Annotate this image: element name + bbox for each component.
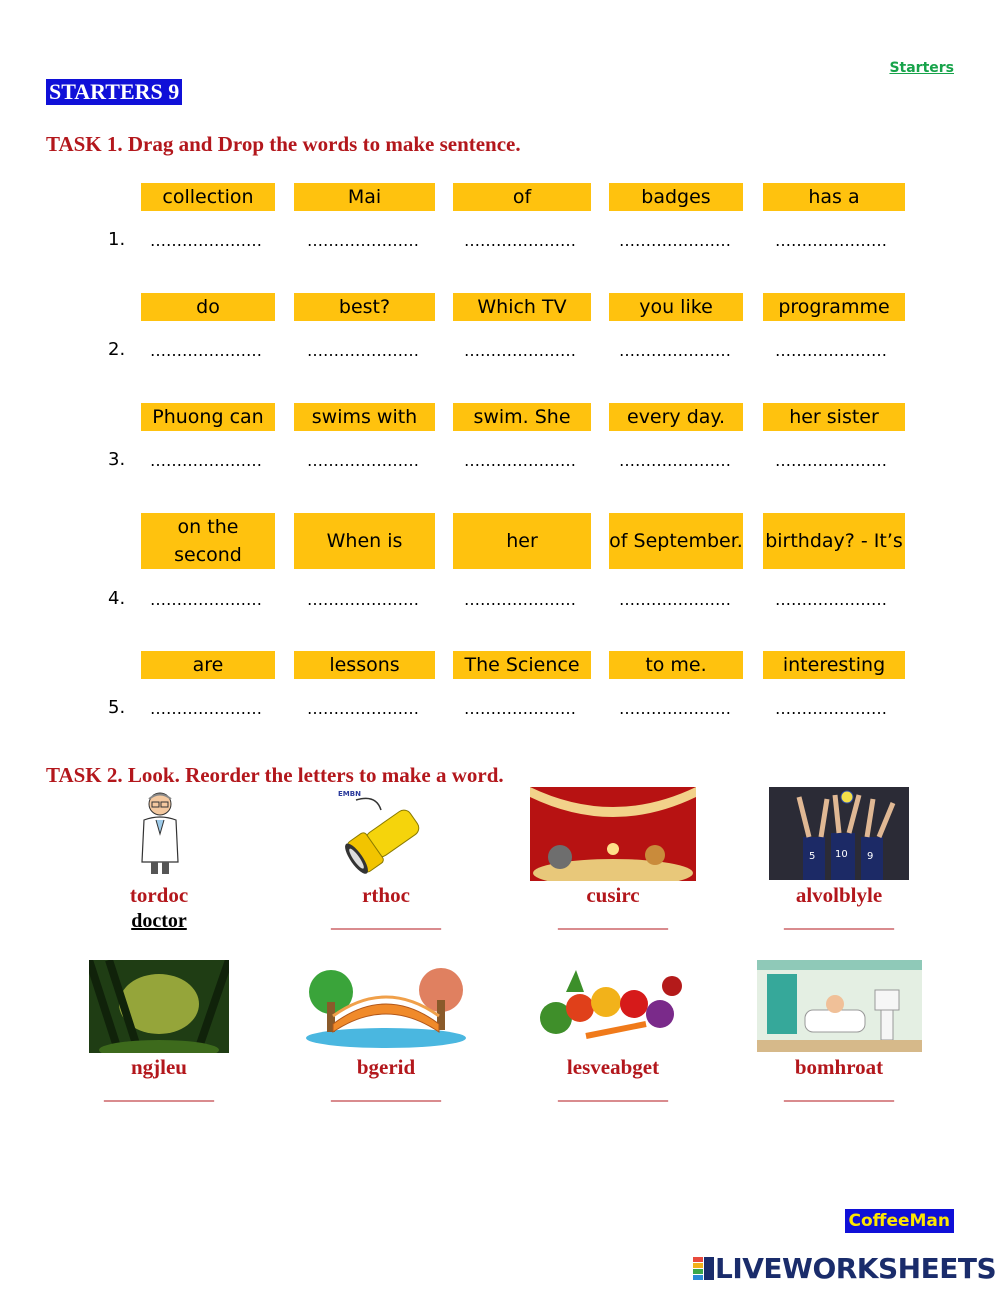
scrambled-word: bomhroat (794, 1055, 884, 1079)
drop-slot[interactable]: ………………… (619, 231, 731, 250)
word-tile[interactable]: every day. (609, 403, 743, 431)
scrambled-word: ngjleu (130, 1055, 187, 1079)
drop-slot[interactable]: ………………… (619, 699, 731, 718)
drop-slot[interactable]: ………………… (464, 231, 576, 250)
task1-heading: TASK 1. Drag and Drop the words to make sentence. (46, 132, 521, 156)
answer-input[interactable]: ___________ (558, 1082, 668, 1104)
sentence-number: 5. (108, 697, 126, 718)
author-badge: CoffeeMan (845, 1209, 954, 1233)
torch-logo-text: EMBN (338, 790, 361, 798)
word-tile[interactable]: birthday? - It’s (763, 513, 905, 569)
drop-slot[interactable]: ………………… (775, 231, 887, 250)
word-tile[interactable]: has a (763, 183, 905, 211)
word-tile[interactable]: to me. (609, 651, 743, 679)
answer-example: doctor (131, 910, 187, 932)
torch-picture (336, 788, 436, 874)
answer-input[interactable]: ___________ (331, 1082, 441, 1104)
drop-slot[interactable]: ………………… (464, 451, 576, 470)
word-tile[interactable]: her sister (763, 403, 905, 431)
answer-input[interactable]: ___________ (784, 910, 894, 932)
drop-slot[interactable]: ………………… (619, 451, 731, 470)
word-tile[interactable]: swims with (294, 403, 435, 431)
answer-input[interactable]: ___________ (331, 910, 441, 932)
jungle-picture (89, 960, 229, 1053)
sentence-number: 1. (108, 229, 126, 250)
scrambled-word: rthoc (362, 883, 410, 907)
scrambled-word: lesveabget (566, 1055, 660, 1079)
drop-slot[interactable]: ………………… (775, 590, 887, 609)
scrambled-word: cusirc (586, 883, 640, 907)
word-tile[interactable]: on the second (141, 513, 275, 569)
sentence-number: 3. (108, 449, 126, 470)
task2-heading: TASK 2. Look. Reorder the letters to make a word. (46, 763, 504, 787)
word-tile[interactable]: of September. (609, 513, 743, 569)
word-tile[interactable]: best? (294, 293, 435, 321)
drop-slot[interactable]: ………………… (150, 231, 262, 250)
doctor-picture (130, 790, 190, 878)
scrambled-word: alvolblyle (795, 883, 883, 907)
word-tile[interactable]: badges (609, 183, 743, 211)
page-title: STARTERS 9 (46, 79, 182, 105)
liveworksheets-logo-icon (693, 1257, 715, 1281)
liveworksheets-logo (693, 1252, 996, 1285)
circus-picture (530, 787, 696, 881)
jersey-number: 5 (809, 851, 816, 862)
word-tile[interactable]: lessons (294, 651, 435, 679)
word-tile[interactable]: Mai (294, 183, 435, 211)
sentence-number: 2. (108, 339, 126, 360)
answer-input[interactable]: ___________ (784, 1082, 894, 1104)
drop-slot[interactable]: ………………… (775, 341, 887, 360)
word-tile[interactable]: are (141, 651, 275, 679)
jersey-number: 10 (835, 849, 848, 860)
word-tile[interactable]: do (141, 293, 275, 321)
drop-slot[interactable]: ………………… (150, 451, 262, 470)
word-tile[interactable]: swim. She (453, 403, 591, 431)
drop-slot[interactable]: ………………… (307, 231, 419, 250)
bridge-picture (303, 962, 469, 1048)
drop-slot[interactable]: ………………… (150, 699, 262, 718)
drop-slot[interactable]: ………………… (464, 341, 576, 360)
word-tile[interactable]: When is (294, 513, 435, 569)
drop-slot[interactable]: ………………… (464, 699, 576, 718)
drop-slot[interactable]: ………………… (307, 699, 419, 718)
word-tile[interactable]: collection (141, 183, 275, 211)
drop-slot[interactable]: ………………… (307, 341, 419, 360)
drop-slot[interactable]: ………………… (775, 699, 887, 718)
liveworksheets-wordmark: LIVEWORKSHEETS (715, 1252, 997, 1285)
word-tile[interactable]: interesting (763, 651, 905, 679)
vegetables-picture (536, 962, 686, 1048)
sentence-number: 4. (108, 588, 126, 609)
word-tile[interactable]: The Science (453, 651, 591, 679)
drop-slot[interactable]: ………………… (775, 451, 887, 470)
answer-input[interactable]: ___________ (558, 910, 668, 932)
answer-input[interactable]: ___________ (104, 1082, 214, 1104)
drop-slot[interactable]: ………………… (619, 590, 731, 609)
word-tile[interactable]: of (453, 183, 591, 211)
drop-slot[interactable]: ………………… (150, 590, 262, 609)
jersey-number: 9 (867, 851, 874, 862)
word-tile[interactable]: you like (609, 293, 743, 321)
drop-slot[interactable]: ………………… (464, 590, 576, 609)
word-tile[interactable]: Phuong can (141, 403, 275, 431)
drop-slot[interactable]: ………………… (307, 590, 419, 609)
drop-slot[interactable]: ………………… (619, 341, 731, 360)
starters-link[interactable]: Starters (889, 60, 954, 76)
word-tile[interactable]: Which TV (453, 293, 591, 321)
drop-slot[interactable]: ………………… (150, 341, 262, 360)
drop-slot[interactable]: ………………… (307, 451, 419, 470)
word-tile[interactable]: her (453, 513, 591, 569)
bathroom-picture (757, 960, 922, 1052)
volleyball-picture (769, 787, 909, 880)
word-tile[interactable]: programme (763, 293, 905, 321)
scrambled-word: tordoc (129, 883, 189, 907)
scrambled-word: bgerid (356, 1055, 416, 1079)
